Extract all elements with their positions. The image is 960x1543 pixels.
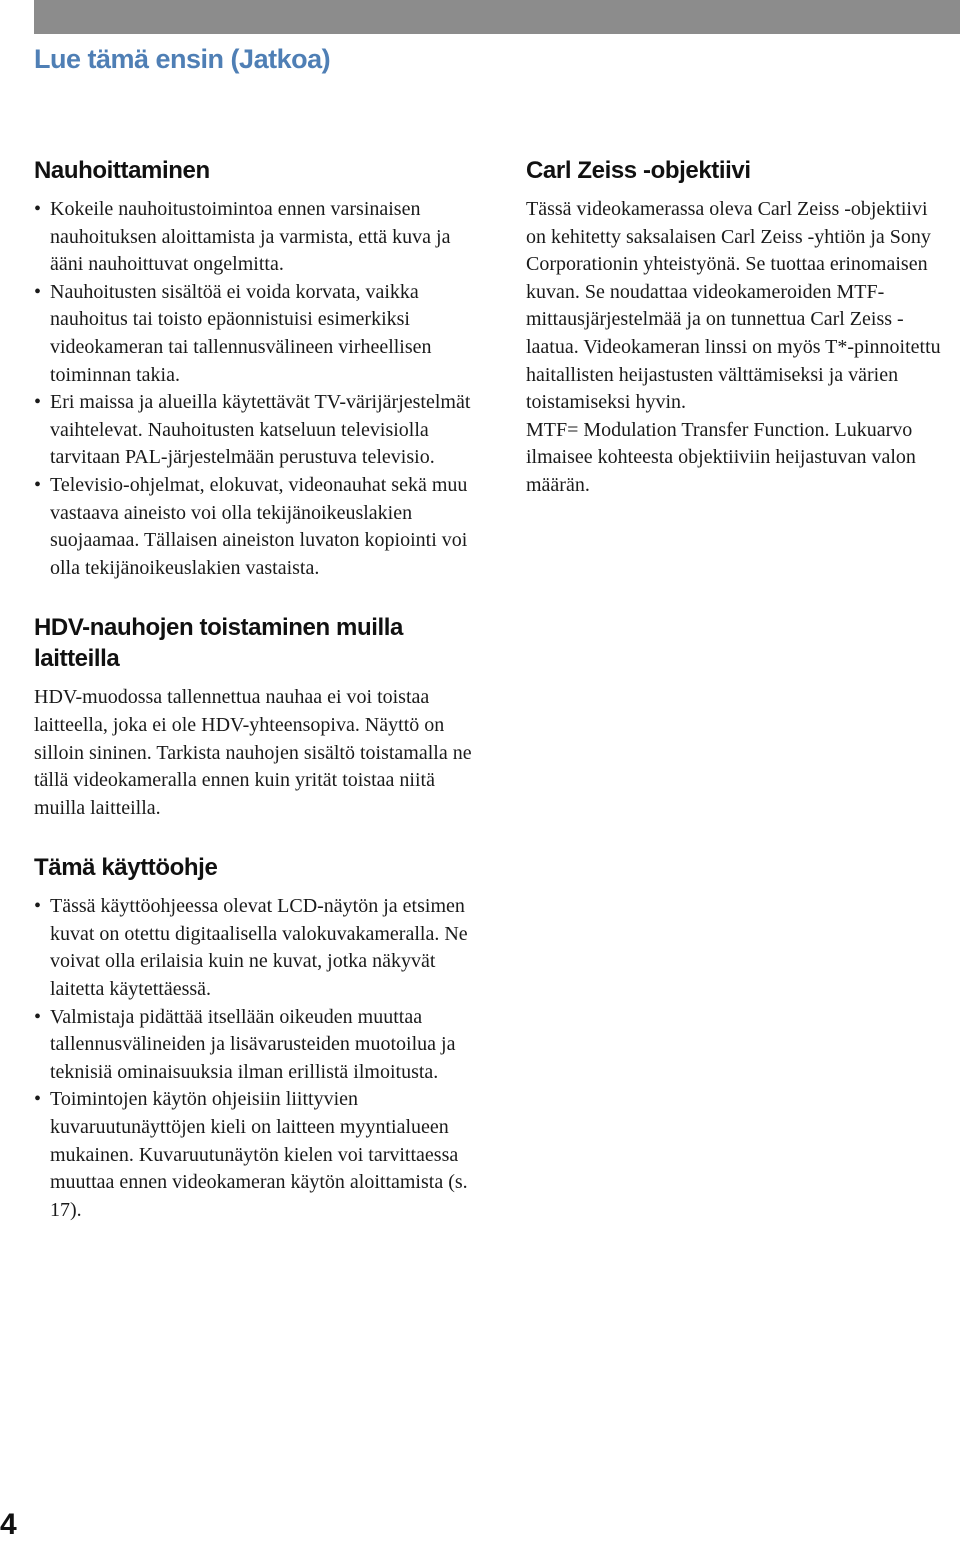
bullet-icon: • [34, 280, 42, 303]
bullet-icon: • [34, 391, 42, 414]
page-number: 4 [0, 1508, 17, 1541]
bullet-icon: • [34, 1088, 42, 1111]
list-item-text: Toimintojen käytön ohjeisiin liittyvien kuvaruutunäyttöjen kieli on laitteen myyntialueen mukainen. Kuvaruutunäytön kielen voi tarvittaessa muuttaa ennen videokameran käytön aloittamista (s. 17). [50, 1088, 468, 1221]
section-hdv [34, 612, 480, 822]
list-item-text: Kokeile nauhoitustoimintoa ennen varsinaisen nauhoituksen aloittamista ja varmista, että kuva ja ääni nauhoittuvat ongelmitta. [50, 198, 451, 276]
list-item [34, 196, 480, 279]
bullet-icon: • [34, 473, 42, 496]
list-item [34, 893, 480, 1003]
list-item-text: Eri maissa ja alueilla käytettävät TV-värijärjestelmät vaihtelevat. Nauhoitusten katseluun televisiolla tarvitaan PAL-järjestelmään perustuva televisio. [50, 391, 471, 469]
section-kayttoohje [34, 852, 480, 1224]
heading-line: laitteilla [34, 645, 120, 673]
bullet-icon: • [34, 1005, 42, 1028]
section-heading [34, 612, 480, 674]
page-title: Lue tämä ensin (Jatkoa) [34, 44, 331, 74]
section-text: Tässä videokamerassa oleva Carl Zeiss -objektiivi on kehitetty saksalaisen Carl Zeiss -yhtiön ja Sony Corporationin yhteistyönä. Se tuottaa erinomaisen kuvan. Se noudattaa videokameroiden MTF-mittausjärjestelmää ja on tunnettua Carl Zeiss -laatua. Videokameran linssi on myös T*-pinnoitettu haitallisten heijastusten välttämiseksi ja värien toistamiseksi hyvin. [526, 198, 941, 414]
bullet-icon: • [34, 198, 42, 220]
list-item-text: Valmistaja pidättää itsellään oikeuden muuttaa tallennusvälineiden ja lisävarusteiden muotoilua ja teknisiä ominaisuuksia ilman erillistä ilmoitusta. [50, 1005, 456, 1083]
list-item [34, 472, 480, 582]
section-heading: Nauhoittaminen [34, 157, 210, 184]
section-nauhoittaminen [34, 155, 480, 582]
list-item-text: Televisio-ohjelmat, elokuvat, videonauhat sekä muu vastaava aineisto voi olla tekijänoikeuslakien suojaamaa. Tällaisen aineiston luvaton kopiointi voi olla tekijänoikeuslakien vastaista. [50, 473, 468, 579]
left-column [34, 155, 480, 1254]
section-zeiss [526, 155, 946, 500]
section-heading: Carl Zeiss -objektiivi [526, 157, 751, 184]
list-item [34, 279, 480, 389]
bullet-icon: • [34, 895, 42, 918]
heading-line: HDV-nauhojen toistaminen muilla [34, 614, 403, 642]
bullet-list [34, 196, 480, 582]
section-text: HDV-muodossa tallennettua nauhaa ei voi toistaa laitteella, joka ei ole HDV-yhteensopiva. Näyttö on silloin sininen. Tarkista nauhojen sisältö toistamalla ne tällä videokameralla ennen kuin yrität toistaa niitä muilla laitteilla. [34, 686, 472, 819]
list-item [34, 1004, 480, 1087]
list-item-text: Tässä käyttöohjeessa olevat LCD-näytön ja etsimen kuvat on otettu digitaalisella valokuvakameralla. Ne voivat olla erilaisia kuin ne kuvat, jotka näkyvät laitetta käytettäessä. [50, 895, 468, 1001]
bullet-list [34, 893, 480, 1224]
list-item-text: Nauhoitusten sisältöä ei voida korvata, vaikka nauhoitus tai toisto epäonnistuisi esimerkiksi videokameran tai tallennusvälineen virheellisen toiminnan takia. [50, 280, 432, 386]
list-item [34, 1086, 480, 1224]
header-bar [34, 0, 960, 34]
right-column [526, 155, 946, 530]
section-heading: Tämä käyttöohje [34, 854, 218, 882]
list-item [34, 389, 480, 472]
section-text: MTF= Modulation Transfer Function. Lukuarvo ilmaisee kohteesta objektiiviin heijastuvan valon määrän. [526, 418, 916, 496]
